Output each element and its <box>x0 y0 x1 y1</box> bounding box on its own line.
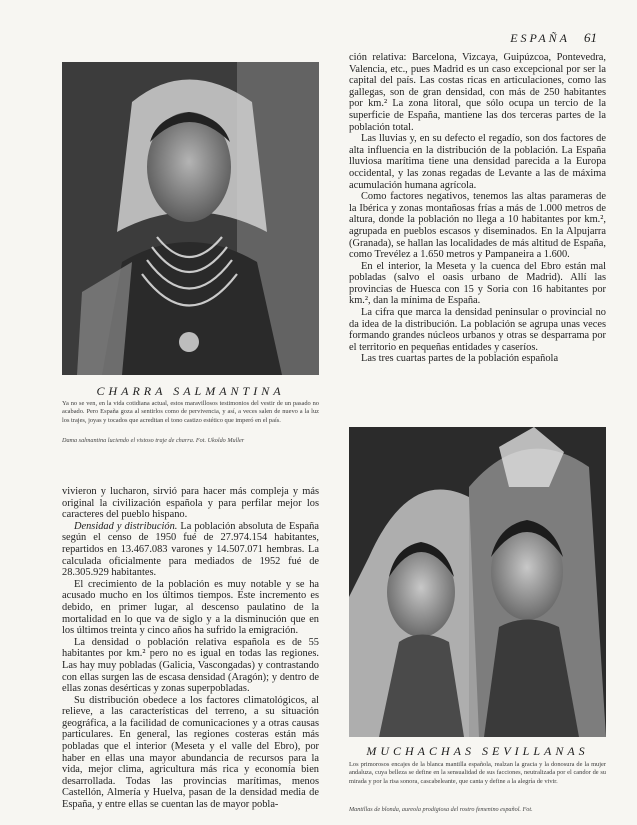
figure-caption-sevillanas: Los primorosos encajes de la blanca mantilla española, realzan la gracia y la donosura de la mujer andaluza, cuya belleza se define en la sensualidad de sus facciones, neutralizada por el candor de su mirada y por la risa sonora, cascabeleante, que canta y define a la alegría de vivir. <box>349 761 606 785</box>
photo-charra-salmantina <box>62 62 319 375</box>
page-number: 61 <box>584 30 597 45</box>
figure-credit-sevillanas: Mantillas de blonda, aureola prodigiosa del rostro femenino español. Fot. <box>349 806 533 813</box>
figure-title-sevillanas: MUCHACHAS SEVILLANAS <box>366 744 589 758</box>
right-para-6: Las tres cuartas partes de la población española <box>361 353 559 365</box>
left-para-1: vivieron y lucharon, sirvió para hacer más compleja y más original la civilización española y para perfilar mejor los caracteres del pueblo hispano. <box>62 486 319 521</box>
section-heading-densidad: Densidad y distribución. <box>74 520 178 532</box>
left-para-4: La densidad o población relativa española es de 55 habitantes por km.² pero no es igual en todas las regiones. Las hay muy pobladas (Galicia, Vascongadas) y contrastando con ellas surgen las de escasa densidad (Aragón); y dentro de ellas zonas desérticas y zonas superpobladas. <box>62 636 319 695</box>
left-para-2 <box>62 521 319 579</box>
right-para-2: Las lluvias y, en su defecto el regadío, son dos factores de alta influencia en la distribución de la población. La España lluviosa marítima tiene una densidad parecida a la Europa occidental, y las zonas regadas de Levante a las de máxima acumulación humana agrícola. <box>349 133 606 191</box>
right-para-1: ción relativa: Barcelona, Vizcaya, Guipúzcoa, Pontevedra, Valencia, etc., pues Madrid es un caso excepcional por ser la capital del país. Las costas ricas en articulaciones, como las gallegas, son de gran densidad, con más de 250 habitantes por km.² La zona litoral, que sólo ocupa un tercio de la superficie de España, mantiene las dos terceras partes de la población total. <box>349 52 606 133</box>
figure-caption-charra: Ya no se ven, en la vida cotidiana actual, estos maravillosos testimonios del vestir de un pasado no acabado. Pero España goza al sentirlos como de pervivencia, y así, a veces salen de nuevo a la luz los trajes, joyas y tocados que acreditan el tono castizo estético que imperó en el país. <box>62 400 319 424</box>
left-para-2-text: La población absoluta de España según el censo de 1950 fué de 27.974.154 habitantes, repartidos en 13.467.083 varones y 14.507.071 hembras. La calculada oficialmente para mediados de 1952 fué de 28.305.929 habitantes. <box>62 520 319 579</box>
left-para-3: El crecimiento de la población es muy notable y se ha acusado mucho en los últimos tiempos. Este incremento es debido, en primer lugar, al descenso paulatino de la mortalidad en lo que va de siglo y a la disminución que en los últimos treinta y cinco años ha sufrido la emigración. <box>62 578 319 637</box>
photo-sevillanas-illustration <box>349 427 606 737</box>
figure-title-charra: CHARRA SALMANTINA <box>96 384 285 398</box>
right-column <box>349 52 606 365</box>
left-para-5: Su distribución obedece a los factores climatológicos, al relieve, a las características del terreno, a su situación geográfica, a la facilidad de comunicaciones y a otras causas particulares. En general, las regiones costeras están más pobladas que el interior (Meseta y el valle del Ebro), por haber en ellas una mayor abundancia de recursos para la vida, mejor clima, agricultura más rica y economía bien desarrollada. Todas las provincias marítimas, menos Castellón, Almería y Huelva, pasan de la densidad media de España, y entre ellas se cuentan las de mayor pobla- <box>62 694 319 811</box>
photo-charra-illustration <box>62 62 319 375</box>
photo-muchachas-sevillanas <box>349 427 606 737</box>
running-head <box>510 30 597 46</box>
right-para-5: La cifra que marca la densidad peninsular o provincial no da idea de la distribución. La población se agrupa unas veces formando grandes núcleos urbanos y otras se desparrama por el territorio en pequeñas entidades y caseríos. <box>349 307 606 353</box>
figure-credit-charra: Dama salmantina luciendo el vistoso traje de charra. Fot. Ukoldo Muller <box>62 437 245 444</box>
running-title: ESPAÑA <box>510 31 570 45</box>
left-column <box>62 486 319 811</box>
right-para-3: Como factores negativos, tenemos las altas parameras de la Ibérica y zonas montañosas frías a más de 1.000 metros de altura, donde la población no llega a 10 habitantes por km.², agrupada en pueblos escasos y diseminados. En la Alpujarra (Granada), se hallan las localidades de más altitud de España, como Trevélez a 1.650 metros y Pampaneira a 1.600. <box>349 191 606 261</box>
right-para-4: En el interior, la Meseta y la cuenca del Ebro están mal pobladas (salvo el oasis urbano de Madrid). Allí las provincias de Huesca con 15 y Soria con 16 habitantes por km.², dan la mínima de España. <box>349 260 606 307</box>
